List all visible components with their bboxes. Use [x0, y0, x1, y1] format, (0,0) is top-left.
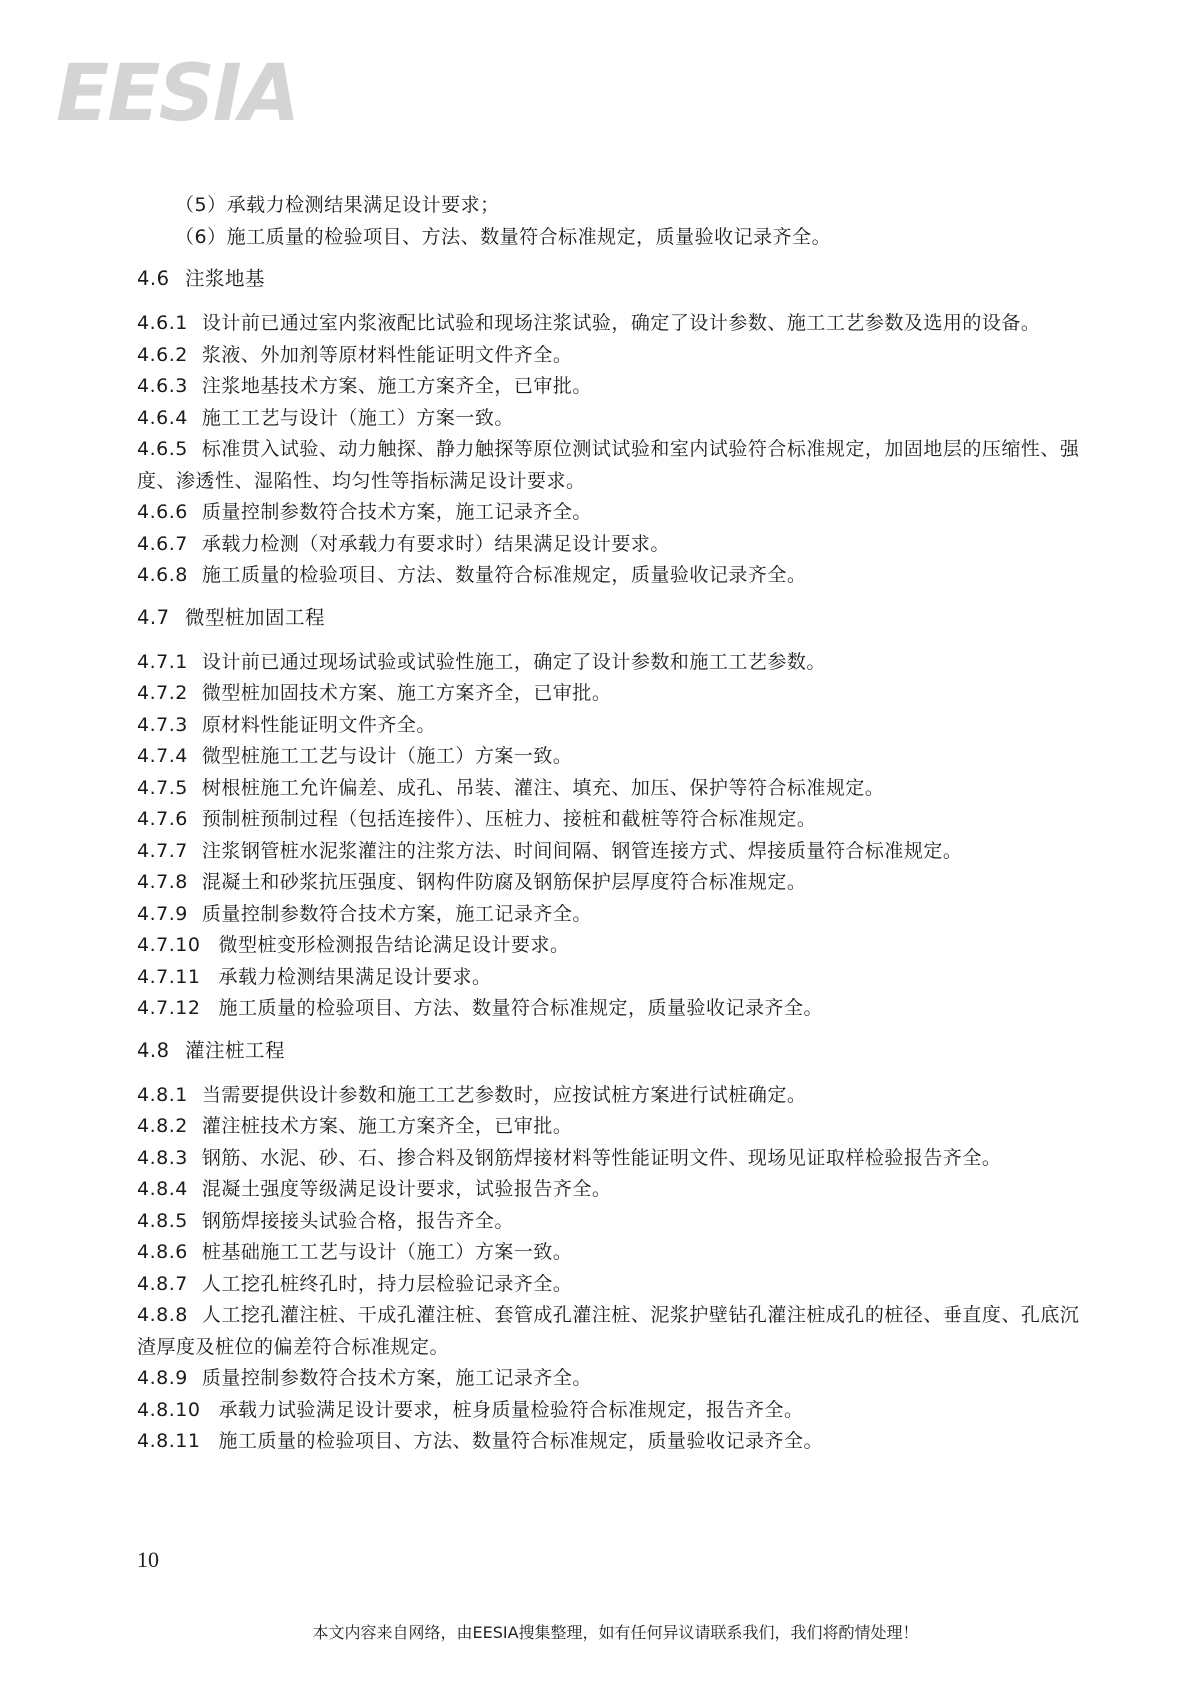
clause-item [137, 1174, 1097, 1206]
clause-item [137, 1111, 1097, 1143]
section-number: 4.6 [137, 267, 170, 290]
clause-item [137, 308, 1097, 340]
clause-item [137, 371, 1097, 403]
clause-number: 4.7.6 [137, 808, 188, 830]
clause-item [137, 1237, 1097, 1269]
clause-text: 浆液、外加剂等原材料性能证明文件齐全。 [201, 343, 573, 366]
clause-number: 4.7.9 [137, 902, 188, 925]
clause-item [137, 497, 1097, 529]
eesia-logo [56, 44, 306, 140]
clause-number: 4.7.10 [137, 934, 201, 956]
clause-text: 混凝土和砂浆抗压强度、钢构件防腐及钢筋保护层厚度符合标准规定。 [201, 871, 807, 893]
clause-number: 4.6.2 [137, 343, 188, 366]
clause-text: 标准贯入试验、动力触探、静力触探等原位测试试验和室内试验符合标准规定，加固地层的压缩性、强度、渗透性、湿陷性、均匀性等指标满足设计要求。 [137, 438, 1080, 492]
clause-item [137, 1363, 1097, 1395]
clause-text: 设计前已通过现场试验或试验性施工，确定了设计参数和施工工艺参数。 [201, 650, 826, 673]
page-number: 10 [137, 1547, 159, 1572]
clause-item [137, 741, 1097, 773]
section-title: 注浆地基 [185, 267, 266, 290]
intro-item: （5）承载力检测结果满足设计要求； [175, 194, 500, 216]
clause-item [137, 773, 1097, 805]
clause-item [137, 529, 1097, 561]
clause-item [137, 867, 1097, 899]
intro-list [137, 190, 1097, 253]
clause-item [137, 804, 1097, 836]
clause-number: 4.8.6 [137, 1241, 188, 1263]
section-heading [137, 602, 1097, 633]
clause-number: 4.7.4 [137, 745, 188, 767]
clause-number: 4.8.4 [137, 1178, 188, 1200]
clause-number: 4.7.5 [137, 776, 188, 799]
clause-text: 微型桩施工工艺与设计（施工）方案一致。 [201, 745, 573, 767]
clause-text: 设计前已通过室内浆液配比试验和现场注浆试验，确定了设计参数、施工工艺参数及选用的设备。 [201, 312, 1041, 334]
clause-item [137, 899, 1097, 931]
clause-item [137, 710, 1097, 742]
clause-item [137, 1426, 1097, 1458]
clause-number: 4.8.10 [137, 1398, 201, 1421]
clause-text: 质量控制参数符合技术方案，施工记录齐全。 [201, 1367, 592, 1389]
clause-text: 原材料性能证明文件齐全。 [201, 713, 436, 736]
clause-text: 人工挖孔桩终孔时，持力层检验记录齐全。 [201, 1272, 573, 1295]
clause-item [137, 1395, 1097, 1427]
clause-text: 施工质量的检验项目、方法、数量符合标准规定，质量验收记录齐全。 [218, 997, 823, 1019]
clause-number: 4.7.11 [137, 965, 201, 988]
clause-number: 4.6.6 [137, 501, 188, 523]
clause-number: 4.7.8 [137, 871, 188, 893]
clause-number: 4.6.5 [137, 438, 188, 460]
clause-item [137, 836, 1097, 868]
clause-number: 4.8.2 [137, 1115, 188, 1137]
clause-text: 承载力试验满足设计要求，桩身质量检验符合标准规定，报告齐全。 [218, 1398, 804, 1421]
clause-number: 4.8.11 [137, 1430, 201, 1452]
clause-item [137, 962, 1097, 994]
clause-number: 4.6.3 [137, 375, 188, 397]
clause-text: 树根桩施工允许偏差、成孔、吊装、灌注、填充、加压、保护等符合标准规定。 [201, 776, 885, 799]
clause-number: 4.7.12 [137, 997, 201, 1019]
clause-number: 4.6.4 [137, 406, 188, 429]
footer-disclaimer: 本文内容来自网络，由EESIA搜集整理，如有任何异议请联系我们，我们将酌情处理！ [312, 1623, 919, 1642]
clause-text: 注浆地基技术方案、施工方案齐全，已审批。 [201, 375, 592, 397]
clause-text: 桩基础施工工艺与设计（施工）方案一致。 [201, 1241, 573, 1263]
clause-number: 4.8.7 [137, 1272, 188, 1295]
section-heading [137, 263, 1097, 294]
clause-text: 灌注桩技术方案、施工方案齐全，已审批。 [201, 1115, 573, 1137]
clause-text: 人工挖孔灌注桩、干成孔灌注桩、套管成孔灌注桩、泥浆护壁钻孔灌注桩成孔的桩径、垂直度、孔底沉渣厚度及桩位的偏差符合标准规定。 [137, 1304, 1080, 1358]
clause-number: 4.8.9 [137, 1367, 188, 1389]
clause-item [137, 930, 1097, 962]
clause-item [137, 403, 1097, 435]
clause-text: 钢筋焊接接头试验合格，报告齐全。 [201, 1209, 514, 1232]
sections-container [137, 263, 1097, 1458]
clause-item [137, 434, 1097, 497]
clause-item [137, 1080, 1097, 1112]
clause-text: 施工质量的检验项目、方法、数量符合标准规定，质量验收记录齐全。 [218, 1430, 823, 1452]
intro-item: （6）施工质量的检验项目、方法、数量符合标准规定，质量验收记录齐全。 [175, 225, 832, 248]
clause-number: 4.6.1 [137, 312, 188, 334]
clause-number: 4.7.7 [137, 839, 188, 862]
section-number: 4.7 [137, 605, 170, 629]
clause-number: 4.8.5 [137, 1209, 188, 1232]
clause-number: 4.7.3 [137, 713, 188, 736]
section-number: 4.8 [137, 1038, 170, 1062]
document-body [137, 190, 1097, 1458]
section-heading [137, 1035, 1097, 1066]
clause-item [137, 1300, 1097, 1363]
clause-item [137, 1143, 1097, 1175]
clause-number: 4.7.2 [137, 682, 188, 704]
clause-number: 4.6.7 [137, 532, 188, 555]
clause-text: 钢筋、水泥、砂、石、掺合料及钢筋焊接材料等性能证明文件、现场见证取样检验报告齐全。 [201, 1146, 1002, 1169]
clause-number: 4.8.3 [137, 1146, 188, 1169]
clause-item [137, 647, 1097, 679]
section-title: 微型桩加固工程 [185, 605, 326, 629]
clause-item [137, 1269, 1097, 1301]
clause-number: 4.6.8 [137, 564, 188, 586]
logo-text: EESIA [56, 49, 299, 139]
clause-number: 4.8.8 [137, 1304, 188, 1326]
clause-text: 混凝土强度等级满足设计要求，试验报告齐全。 [201, 1178, 612, 1200]
clause-number: 4.7.1 [137, 650, 188, 673]
clause-item [137, 560, 1097, 592]
clause-text: 微型桩变形检测报告结论满足设计要求。 [218, 934, 570, 956]
clause-item [137, 1206, 1097, 1238]
clause-text: 质量控制参数符合技术方案，施工记录齐全。 [201, 501, 592, 523]
clause-text: 微型桩加固技术方案、施工方案齐全，已审批。 [201, 682, 612, 704]
clause-text: 承载力检测结果满足设计要求。 [218, 965, 492, 988]
clause-text: 质量控制参数符合技术方案，施工记录齐全。 [201, 902, 592, 925]
section-title: 灌注桩工程 [185, 1038, 286, 1062]
clause-item [137, 340, 1097, 372]
clause-text: 施工质量的检验项目、方法、数量符合标准规定，质量验收记录齐全。 [201, 564, 807, 586]
clause-text: 注浆钢管桩水泥浆灌注的注浆方法、时间间隔、钢管连接方式、焊接质量符合标准规定。 [201, 839, 963, 862]
clause-text: 承载力检测（对承载力有要求时）结果满足设计要求。 [201, 532, 670, 555]
clause-item [137, 993, 1097, 1025]
clause-item [137, 678, 1097, 710]
clause-number: 4.8.1 [137, 1083, 188, 1106]
clause-text: 预制桩预制过程（包括连接件）、压桩力、接桩和截桩等符合标准规定。 [201, 808, 817, 830]
clause-text: 当需要提供设计参数和施工工艺参数时，应按试桩方案进行试桩确定。 [201, 1083, 807, 1106]
clause-text: 施工工艺与设计（施工）方案一致。 [201, 406, 514, 429]
